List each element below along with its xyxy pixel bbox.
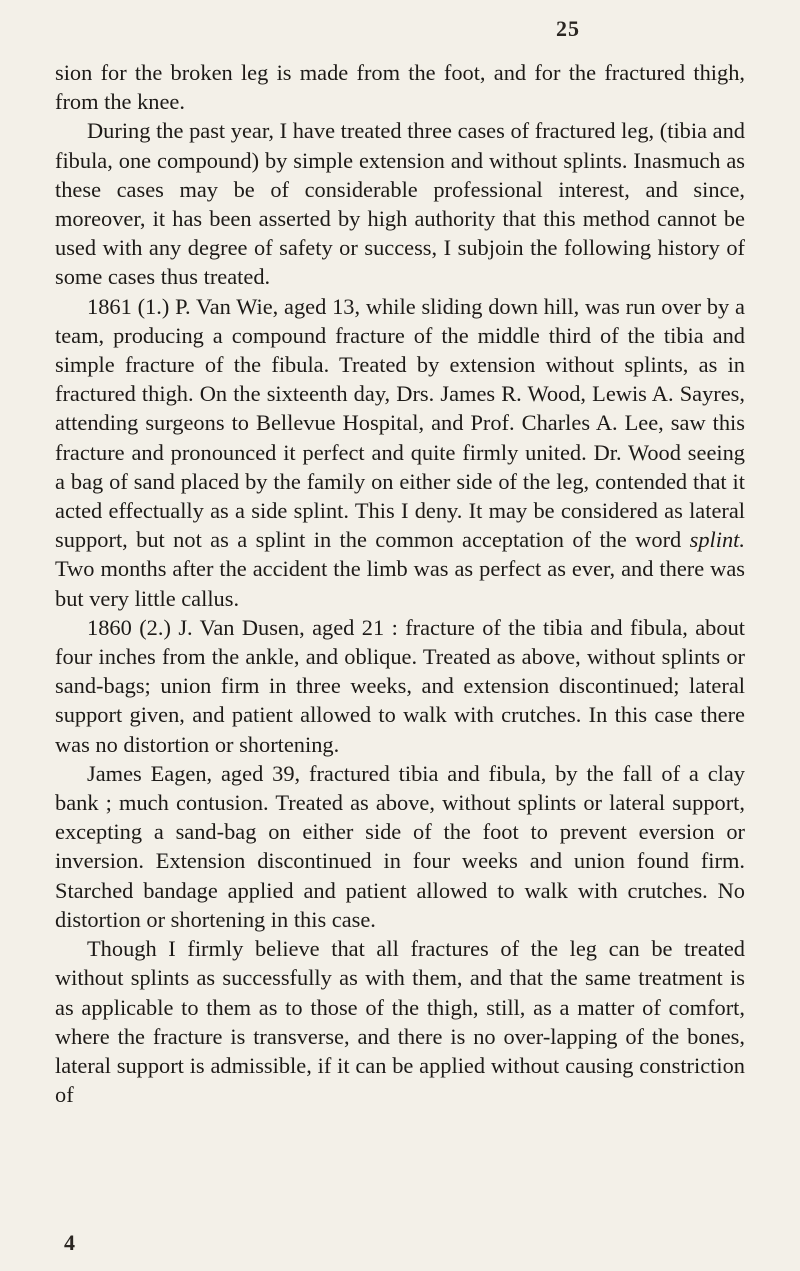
body-text xyxy=(55,58,745,1109)
page-number: 25 xyxy=(556,16,580,41)
paragraph-1: sion for the broken leg is made from the foot, and for the fractured thigh, from the knee. xyxy=(55,60,745,115)
paragraph-2: During the past year, I have treated three cases of fractured leg, (tibia and fibula, one compound) by simple extension and without splints. Inasmuch as these cases may be of considerable professional interest, and since, moreover, it has been asserted by high authority that this method cannot be used with any degree of safety or success, I subjoin the following history of some cases thus treated. xyxy=(55,118,745,290)
paragraph-3-text: 1861 (1.) P. Van Wie, aged 13, while sliding down hill, was run over by a team, producing a compound fracture of the middle third of the tibia and simple fracture of the fibula. Treated by extension without splints, as in fractured thigh. On the sixteenth day, Drs. James R. Wood, Lewis A. Sayres, attending surgeons to Bellevue Hospital, and Prof. Charles A. Lee, saw this fracture and pronounced it perfect and quite firmly united. Dr. Wood seeing a bag of sand placed by the family on either side of the leg, contended that it acted effectually as a side splint. This I deny. It may be considered as lateral support, but not as a splint in the common acceptation of the word xyxy=(55,293,745,553)
signature-mark: 4 xyxy=(64,1230,75,1255)
emphasis-word: splint. xyxy=(689,527,745,553)
paragraph-6: Though I firmly believe that all fractures of the leg can be treated without splints as successfully as with them, and that the same treatment is as applicable to them as to those of the thigh, still, as a matter of comfort, where the fracture is transverse, and there is no over-lapping of the bones, lateral support is admissible, if it can be applied without causing constriction of xyxy=(55,936,745,1108)
paragraph-5: James Eagen, aged 39, fractured tibia and fibula, by the fall of a clay bank ; much contusion. Treated as above, without splints or lateral support, excepting a sand-bag on either side of the foot to prevent eversion or inversion. Extension discontinued in four weeks and union found firm. Starched bandage applied and patient allowed to walk with crutches. No distortion or shortening in this case. xyxy=(55,760,745,932)
paragraph-4: 1860 (2.) J. Van Dusen, aged 21 : fracture of the tibia and fibula, about four inches from the ankle, and oblique. Treated as above, without splints or sand-bags; union firm in three weeks, and extension discontinued; lateral support given, and patient allowed to walk with crutches. In this case there was no distortion or shortening. xyxy=(55,614,745,757)
paragraph-3 xyxy=(55,292,745,613)
paragraph-3-tail: Two months after the accident the limb was as perfect as ever, and there was but very little callus. xyxy=(55,556,745,611)
